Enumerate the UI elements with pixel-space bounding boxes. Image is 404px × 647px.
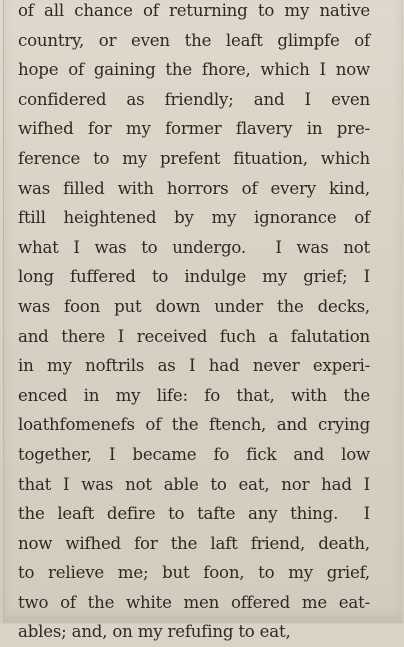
text-line: ables; and, on my refufing to eat, xyxy=(18,622,291,642)
text-line: loathfomenefs of the ftench, and crying xyxy=(18,415,370,435)
text-line: the leaft defire to tafte any thing. I xyxy=(18,504,370,524)
text-line: confidered as friendly; and I even xyxy=(18,89,370,109)
text-line: what I was to undergo. I was not xyxy=(18,237,370,257)
text-line: ftill heightened by my ignorance of xyxy=(18,208,370,228)
text-line: enced in my life: fo that, with the xyxy=(18,385,370,405)
text-line: that I was not able to eat, nor had I xyxy=(18,474,370,494)
text-line: two of the white men offered me eat- xyxy=(18,592,370,612)
text-line: to relieve me; but foon, to my grief, xyxy=(18,563,370,583)
text-line: ference to my prefent fituation, which xyxy=(18,148,370,168)
text-line: of all chance of returning to my native xyxy=(18,1,370,20)
text-line: wifhed for my former flavery in pre- xyxy=(18,119,370,139)
page-text xyxy=(18,0,370,647)
text-line: long fuffered to indulge my grief; I xyxy=(18,267,370,287)
text-line: was filled with horrors of every kind, xyxy=(18,178,370,198)
text-line: country, or even the leaft glimpfe of xyxy=(18,30,370,50)
text-line: now wifhed for the laft friend, death, xyxy=(18,533,370,553)
text-line: hope of gaining the fhore, which I now xyxy=(18,60,370,80)
text-line: together, I became fo fick and low xyxy=(18,444,370,464)
text-line: was foon put down under the decks, xyxy=(18,296,370,316)
text-line: in my noftrils as I had never experi- xyxy=(18,356,370,376)
text-line: and there I received fuch a falutation xyxy=(18,326,370,346)
